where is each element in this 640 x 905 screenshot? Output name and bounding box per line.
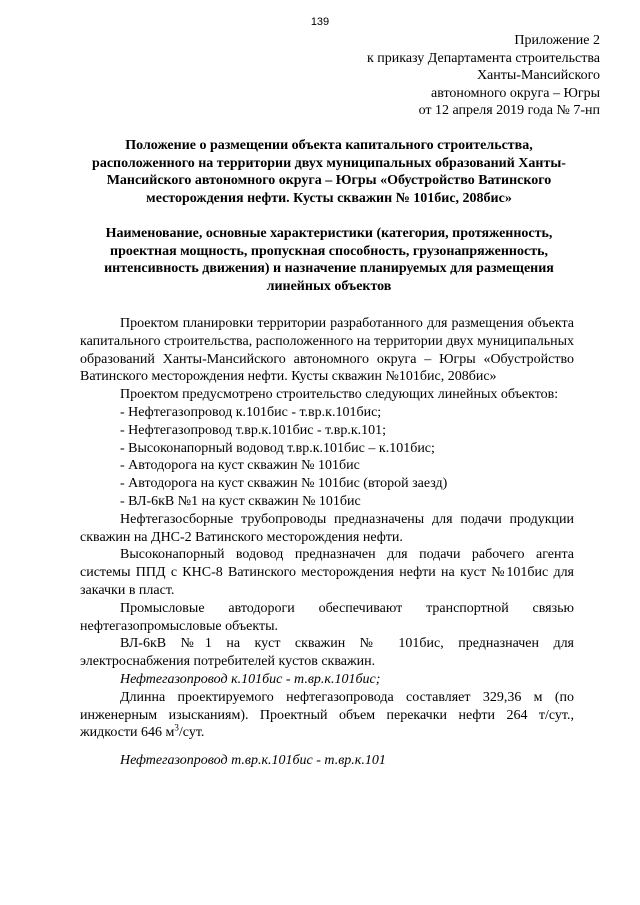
list-item: - Автодорога на куст скважин № 101бис <box>120 458 360 474</box>
appendix-line: к приказу Департамента строительства <box>366 50 600 66</box>
appendix-line: автономного округа – Югры <box>431 85 600 101</box>
section-heading: Наименование, основные характеристики (категория, протяженность, проектная мощность, пропускная способность, грузонапряженность, интенсивность движения) и назначение планируемых для размещения линейных объектов <box>104 226 554 294</box>
paragraph <box>80 689 574 742</box>
paragraph: Проектом предусмотрено строительство следующих линейных объектов: <box>120 387 559 403</box>
superscript: 3 <box>174 722 179 733</box>
list-item: - Высоконапорный водовод т.вр.к.101бис – к.101бис; <box>120 440 435 456</box>
subsection-heading: Нефтегазопровод к.101бис - т.вр.к.101бис; <box>120 671 381 687</box>
appendix-line: Ханты-Мансийского <box>476 68 600 84</box>
paragraph-text: /сут. <box>178 725 205 741</box>
paragraph: Высоконапорный водовод предназначен для подачи рабочего агента системы ППД с КНС-8 Ватинского месторождения нефти на куст №101бис для закачки в пласт. <box>80 547 574 598</box>
paragraph: Проектом планировки территории разработанного для размещения объекта капитального строительства, расположенного на территории двух муниципальных образований Ханты-Мансийского автономного округа – Югры «Обустройство Ватинского месторождения нефти. Кусты скважин №101бис, 208бис» <box>80 316 574 385</box>
list-item: - Автодорога на куст скважин № 101бис (второй заезд) <box>120 476 448 492</box>
paragraph-text: Длинна проектируемого нефтегазопровода составляет 329,36 м (по инженерным изысканиям). Проектный объем перекачки нефти 264 т/сут., жидкости 646 м <box>80 689 574 741</box>
list-item: - Нефтегазопровод к.101бис - т.вр.к.101бис; <box>120 404 382 420</box>
document-title: Положение о размещении объекта капитального строительства, расположенного на территории двух муниципальных образований Ханты-Мансийского автономного округа – Югры «Обустройство Ватинского месторождения нефти. Кусты скважин № 101бис, 208бис» <box>92 138 566 206</box>
paragraph: Нефтегазосборные трубопроводы предназначены для подачи продукции скважин на ДНС-2 Ватинского месторождения нефти. <box>80 511 574 545</box>
appendix-line: от 12 апреля 2019 года № 7-нп <box>418 103 600 119</box>
paragraph: ВЛ-6кВ №1 на куст скважин № 101бис, предназначен для электроснабжения потребителей кустов скважин. <box>80 636 574 670</box>
appendix-line: Приложение 2 <box>514 33 600 48</box>
list-item: - ВЛ-6кВ №1 на куст скважин № 101бис <box>120 493 361 509</box>
list-item: - Нефтегазопровод т.вр.к.101бис - т.вр.к.101; <box>120 422 387 438</box>
subsection-heading: Нефтегазопровод т.вр.к.101бис - т.вр.к.101 <box>120 753 386 769</box>
document-body <box>80 315 574 770</box>
paragraph: Промысловые автодороги обеспечивают транспортной связью нефтегазопромысловые объекты. <box>80 600 574 634</box>
appendix-header <box>280 32 600 120</box>
page-number: 139 <box>310 16 330 28</box>
